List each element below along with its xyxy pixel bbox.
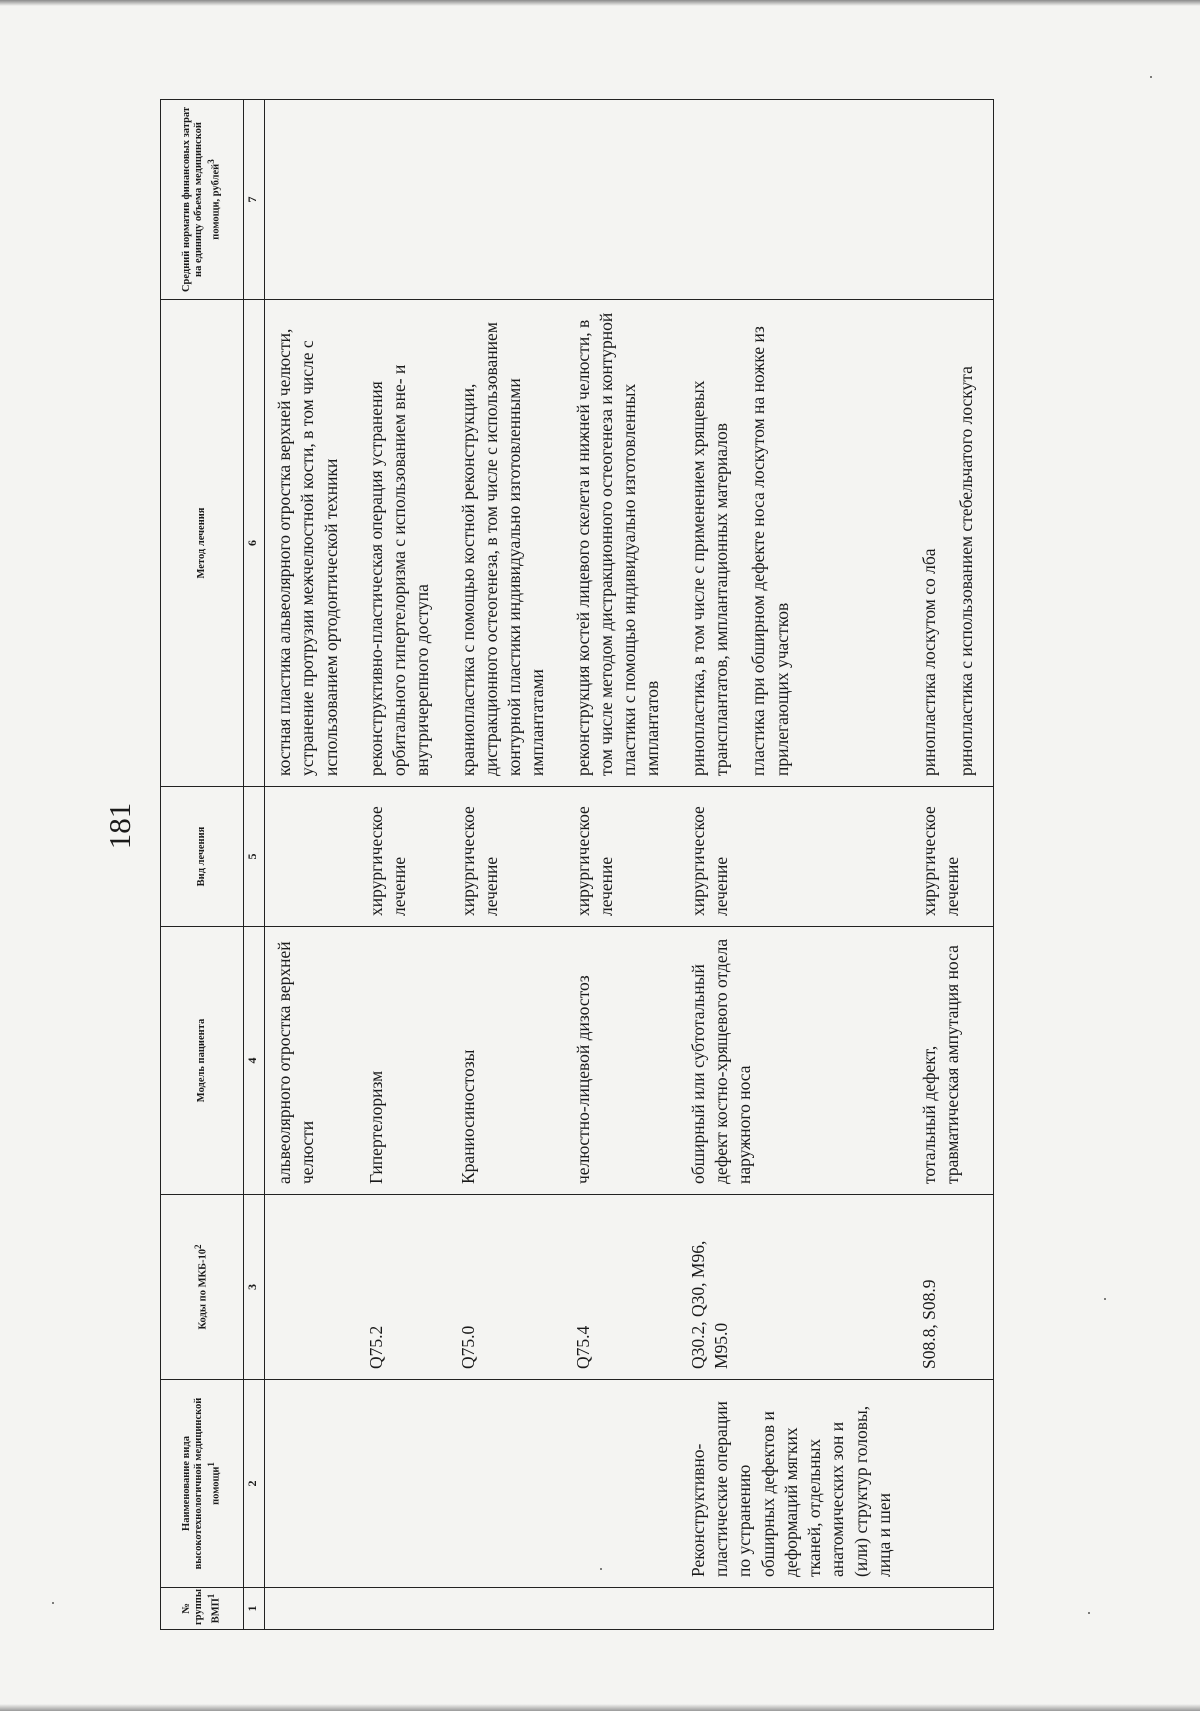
cell-method — [910, 300, 993, 787]
method-text: реконструктивно-пластическая операция устранения орбитального гипертелоризма с использованием вне- и внутричерепного доступа — [365, 364, 433, 776]
cell-codes: S08.8, S08.9 — [910, 1195, 993, 1380]
cell-codes — [265, 1195, 357, 1380]
cell-name — [265, 1380, 357, 1588]
table-row — [679, 100, 910, 1630]
cell-name — [357, 1380, 449, 1588]
method-text: ринопластика с использованием стебельчатого лоскута — [956, 366, 977, 776]
method-text: краниопластика с помощью костной реконструкции, дистракционного остеогенеза, в том числе с использованием контурной пластики индивидуально изготовленными имплантатами — [457, 322, 548, 776]
cell-group — [564, 1588, 679, 1630]
column-number: 5 — [244, 787, 265, 927]
cell-cost — [449, 100, 564, 300]
cell-method — [265, 300, 357, 787]
scan-edge-bottom — [0, 1704, 1200, 1711]
cell-model: обширный или субтотальный дефект костно-хрящевого отдела наружного носа — [679, 927, 910, 1195]
cell-model: челюстно-лицевой дизостоз — [564, 927, 679, 1195]
cell-name — [449, 1380, 564, 1588]
header-method: Метод лечения — [161, 300, 244, 787]
method-text: костная пластика альвеолярного отростка верхней челюсти, устранение протрузии межчелюстной кости, в том числе с использованием ортодонтической техники — [274, 328, 341, 776]
cell-codes: Q30.2, Q30, M96, M95.0 — [679, 1195, 910, 1380]
method-text: ринопластика лоскутом со лба — [919, 548, 940, 776]
vmp-table — [160, 99, 994, 1630]
cell-cost — [679, 100, 910, 300]
cell-cost — [265, 100, 357, 300]
table-row — [449, 100, 564, 1630]
cell-name — [910, 1380, 993, 1588]
cell-codes: Q75.0 — [449, 1195, 564, 1380]
scan-speck — [1150, 76, 1152, 78]
cell-name: Реконструктивно-пластические операции по устранению обширных дефектов и деформаций мягких тканей, отдельных анатомических зон и (или) структур головы, лица и шеи — [679, 1380, 910, 1588]
cell-codes: Q75.4 — [564, 1195, 679, 1380]
table-row — [564, 100, 679, 1630]
cell-group — [679, 1588, 910, 1630]
column-number: 6 — [244, 300, 265, 787]
page-number: 181 — [102, 802, 137, 850]
header-group: № группы ВМП$^1$ — [161, 1588, 244, 1630]
table-row — [265, 100, 357, 1630]
method-text: реконструкция костей лицевого скелета и нижней челюсти, в том числе методом дистракционного остеогенеза и контурной пластики с помощью индивидуально изготовленных имплантатов — [572, 312, 663, 776]
header-treatment: Вид лечения — [161, 787, 244, 927]
cell-cost — [910, 100, 993, 300]
cell-treatment: хирургическое лечение — [357, 787, 449, 927]
column-numbers-row — [244, 100, 265, 1630]
cell-name — [564, 1380, 679, 1588]
cell-group — [449, 1588, 564, 1630]
cell-method — [357, 300, 449, 787]
column-number: 3 — [244, 1195, 265, 1380]
cell-group — [357, 1588, 449, 1630]
header-name: Наименование вида высокотехнологичной медицинской помощи$^1$ — [161, 1380, 244, 1588]
header-model: Модель пациента — [161, 927, 244, 1195]
cell-model: тотальный дефект, травматическая ампутация носа — [910, 927, 993, 1195]
cell-treatment: хирургическое лечение — [449, 787, 564, 927]
column-number: 2 — [244, 1380, 265, 1588]
cell-treatment: хирургическое лечение — [564, 787, 679, 927]
cell-treatment — [265, 787, 357, 927]
table-row — [910, 100, 993, 1630]
table-row — [357, 100, 449, 1630]
cell-method — [679, 300, 910, 787]
cell-method — [449, 300, 564, 787]
cell-model: Краниосиностозы — [449, 927, 564, 1195]
header-codes: Коды по МКБ-$10^2$ — [161, 1195, 244, 1380]
cell-method — [564, 300, 679, 787]
cell-group — [910, 1588, 993, 1630]
cell-group — [265, 1588, 357, 1630]
rotated-table-wrapper — [160, 100, 1160, 1630]
cell-codes: Q75.2 — [357, 1195, 449, 1380]
cell-treatment: хирургическое лечение — [910, 787, 993, 927]
header-row — [161, 100, 244, 1630]
cell-model: альвеолярного отростка верхней челюсти — [265, 927, 357, 1195]
column-number: 4 — [244, 927, 265, 1195]
method-text: пластика при обширном дефекте носа лоскутом на ножке из прилегающих участков — [748, 326, 792, 776]
column-number: 1 — [244, 1588, 265, 1630]
column-number: 7 — [244, 100, 265, 300]
scan-edge-top — [0, 0, 1200, 6]
cell-model: Гипертелоризм — [357, 927, 449, 1195]
cell-cost — [564, 100, 679, 300]
cell-cost — [357, 100, 449, 300]
header-cost: Средний норматив финансовых затрат на единицу объема медицинской помощи, рублей$^3$ — [161, 100, 244, 300]
method-text: ринопластика, в том числе с применением хрящевых трансплантатов, имплантационных материалов — [687, 380, 731, 776]
cell-treatment: хирургическое лечение — [679, 787, 910, 927]
scan-speck — [52, 1602, 54, 1604]
